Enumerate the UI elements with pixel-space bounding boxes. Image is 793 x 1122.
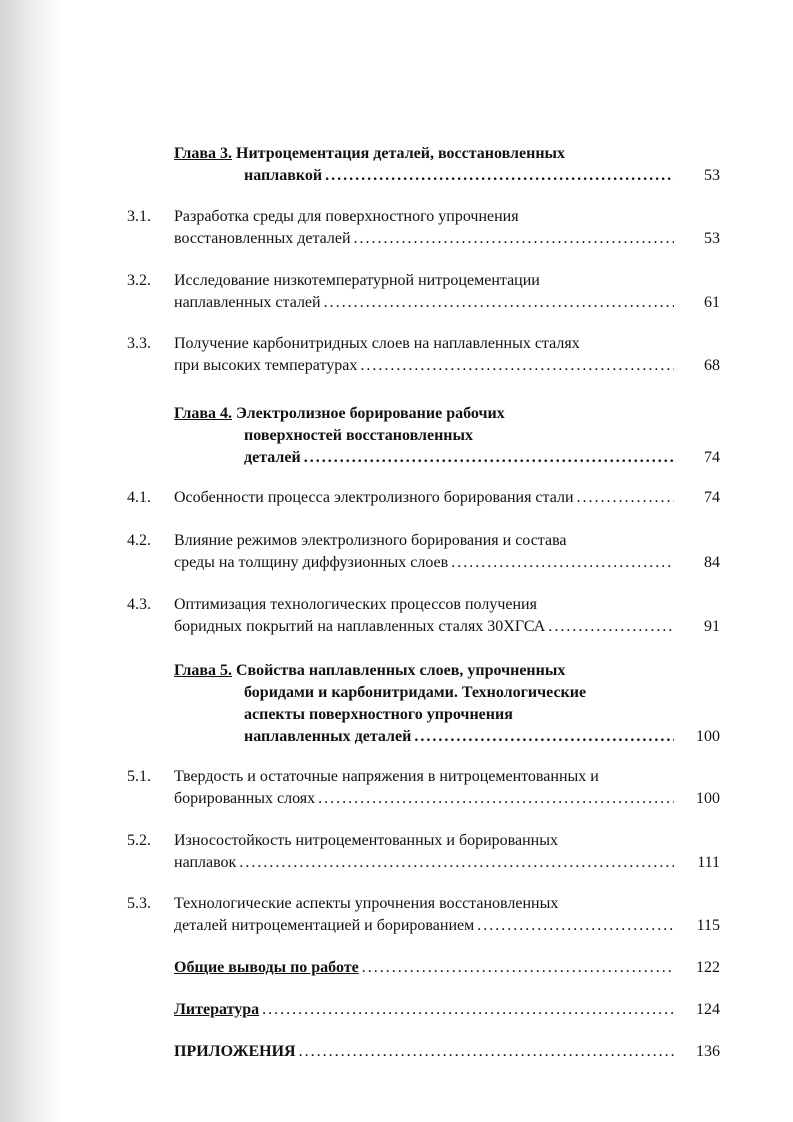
- section-5-2-line-2: наплавок . . .: [174, 852, 674, 874]
- chapter-4-prefix: Глава 4.: [174, 405, 232, 422]
- chapter-4-title-line-1: Электролизное борирование рабочих: [236, 405, 505, 422]
- section-3-3-page: 68: [704, 357, 720, 374]
- section-4-3-line-2: боридных покрытий на наплавленных сталях 30ХГСА . . .: [174, 616, 674, 638]
- chapter-3-title-line-1: Нитроцементация деталей, восстановленных: [236, 145, 566, 162]
- section-4-1-line-1: Особенности процесса электролизного борирования стали . . .: [174, 487, 674, 509]
- section-5-1-line-1: Твердость и остаточные напряжения в нитроцементованных и: [174, 768, 599, 785]
- section-4-2-page: 84: [704, 554, 720, 571]
- conclusions-title: Общие выводы по работе: [174, 959, 359, 976]
- chapter-3-prefix: Глава 3.: [174, 145, 232, 162]
- section-4-2-line-2: среды на толщину диффузионных слоев . . .: [174, 552, 674, 574]
- section-5-3-number: 5.3.: [127, 895, 151, 912]
- chapter-5-heading: [174, 660, 674, 682]
- section-4-3-line-1: Оптимизация технологических процессов получения: [174, 596, 537, 613]
- chapter-5-title-line-4: наплавленных деталей . . .: [244, 726, 674, 748]
- section-5-2-line-1: Износостойкость нитроцементованных и борированных: [174, 832, 558, 849]
- conclusions-page: 122: [696, 959, 720, 976]
- section-5-1-line-2: борированных слоях . . .: [174, 788, 674, 810]
- chapter-3-page: 53: [704, 167, 720, 184]
- section-3-1-page: 53: [704, 230, 720, 247]
- section-3-2-line-1: Исследование низкотемпературной нитроцементации: [174, 272, 540, 289]
- section-5-3-line-1: Технологические аспекты упрочнения восстановленных: [174, 895, 559, 912]
- section-5-1-number: 5.1.: [127, 768, 151, 785]
- section-4-2-line-1: Влияние режимов электролизного борирования и состава: [174, 532, 567, 549]
- section-4-1-page: 74: [704, 489, 720, 506]
- section-4-3-page: 91: [704, 618, 720, 635]
- section-3-2-line-2: наплавленных сталей . . .: [174, 292, 674, 314]
- section-3-2-page: 61: [704, 294, 720, 311]
- chapter-4-title-line-3: деталей . . .: [244, 447, 674, 469]
- appendix-line: [174, 1041, 674, 1063]
- section-5-3-page: 115: [696, 917, 720, 934]
- section-3-1-line-1: Разработка среды для поверхностного упрочнения: [174, 208, 519, 225]
- section-5-2-number: 5.2.: [127, 832, 151, 849]
- section-5-3-line-2: деталей нитроцементацией и борированием . . .: [174, 915, 674, 937]
- chapter-4-heading: [174, 403, 674, 425]
- section-3-2-number: 3.2.: [127, 272, 151, 289]
- chapter-5-title-line-2: боридами и карбонитридами. Технологические: [244, 684, 587, 701]
- literature-title: Литература: [174, 1001, 260, 1018]
- section-4-2-number: 4.2.: [127, 532, 151, 549]
- chapter-5-prefix: Глава 5.: [174, 662, 232, 679]
- conclusions-line: [174, 957, 674, 979]
- appendix-page: 136: [696, 1043, 720, 1060]
- chapter-4-page: 74: [704, 449, 720, 466]
- section-4-3-number: 4.3.: [127, 596, 151, 613]
- section-3-3-number: 3.3.: [127, 335, 151, 352]
- section-5-2-page: 111: [697, 854, 720, 871]
- section-3-1-number: 3.1.: [127, 208, 151, 225]
- chapter-3-heading: [174, 143, 674, 165]
- literature-line: [174, 999, 674, 1021]
- chapter-3-title-line-2: наплавкой . . .: [244, 165, 674, 187]
- section-3-3-line-1: Получение карбонитридных слоев на наплавленных сталях: [174, 335, 580, 352]
- chapter-5-title-line-3: аспекты поверхностного упрочнения: [244, 706, 513, 723]
- section-5-1-page: 100: [696, 790, 720, 807]
- section-3-3-line-2: при высоких температурах . . .: [174, 355, 674, 377]
- literature-page: 124: [696, 1001, 720, 1018]
- appendix-title: ПРИЛОЖЕНИЯ: [174, 1043, 296, 1060]
- section-4-1-number: 4.1.: [127, 489, 151, 506]
- chapter-5-title-line-1: Свойства наплавленных слоев, упрочненных: [236, 662, 566, 679]
- section-3-1-line-2: восстановленных деталей . . .: [174, 228, 674, 250]
- chapter-4-title-line-2: поверхностей восстановленных: [244, 427, 474, 444]
- chapter-5-page: 100: [696, 728, 720, 745]
